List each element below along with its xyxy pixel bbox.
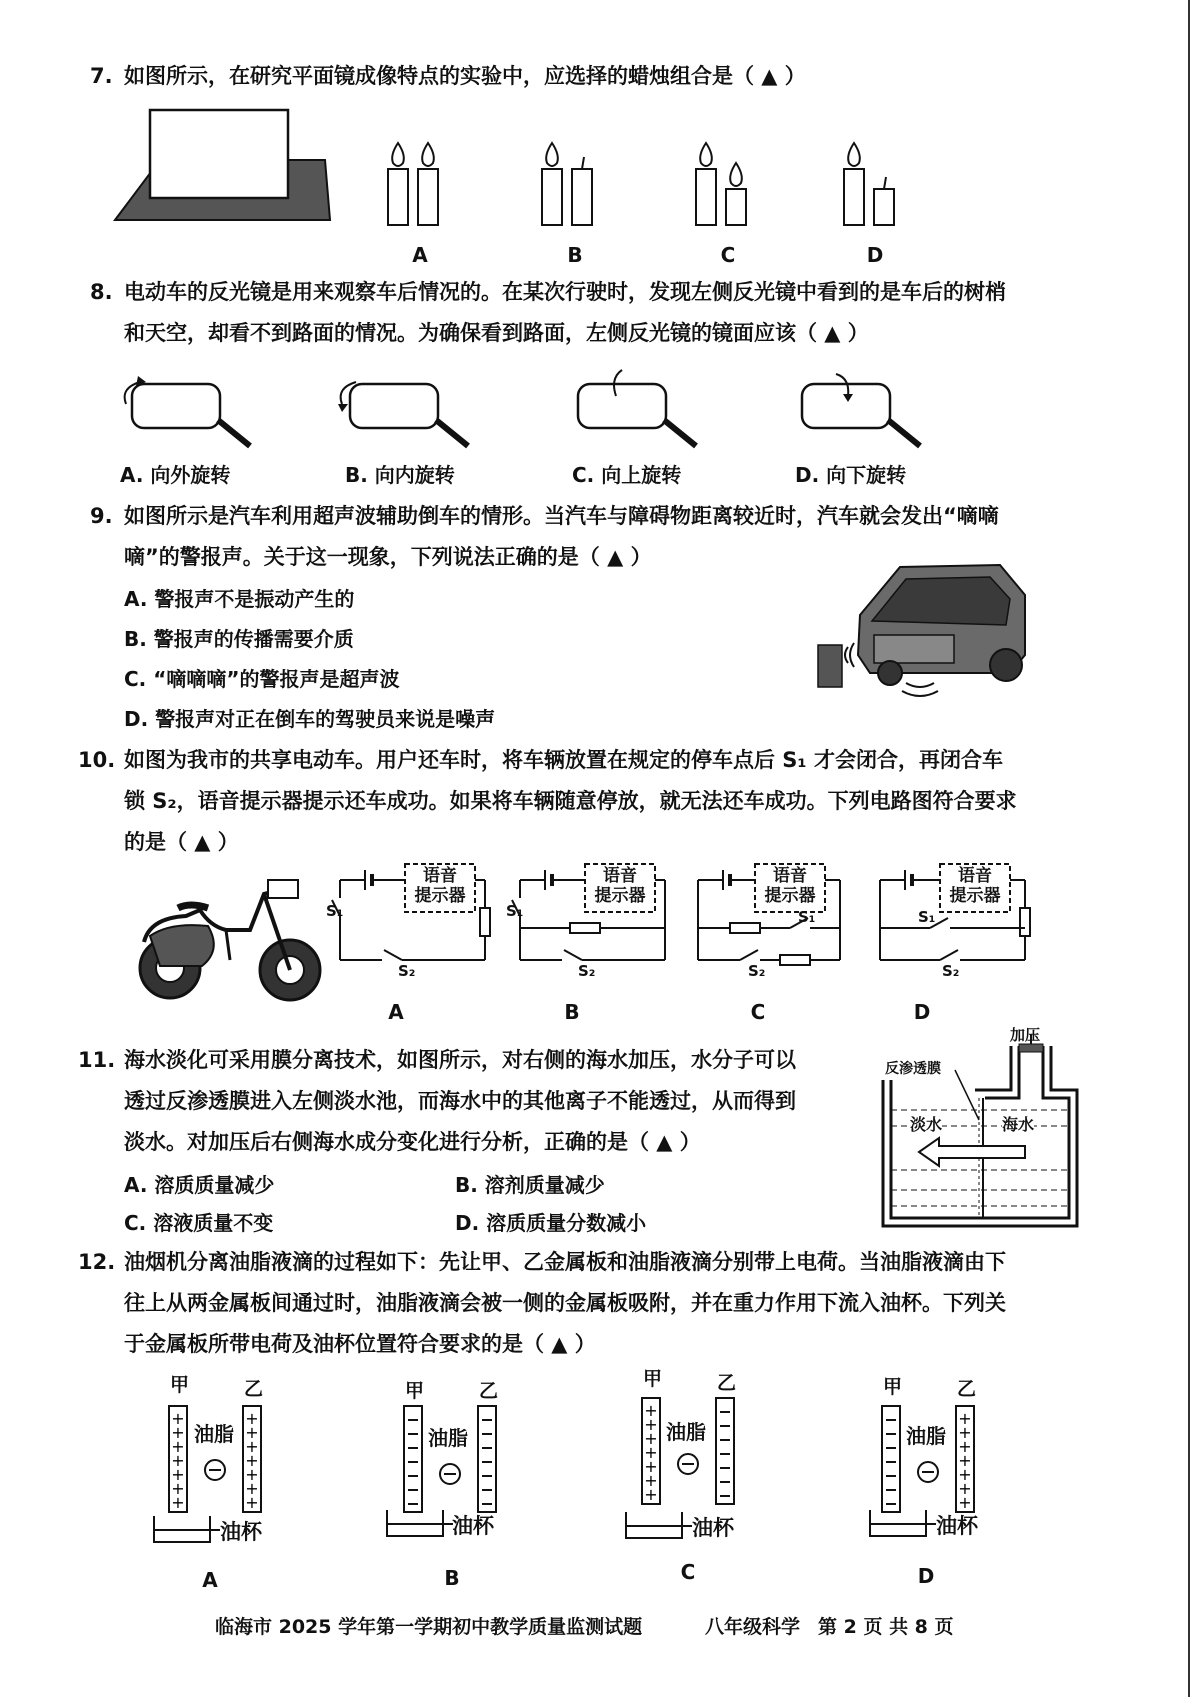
svg-text:+: +: [171, 1423, 185, 1442]
svg-text:+: +: [245, 1451, 259, 1470]
q8-line2: 和天空，却看不到路面的情况。为确保看到路面，左侧反光镜的镜面应该（ ▲ ）: [124, 321, 869, 345]
q12-line2: 往上从两金属板间通过时，油脂液滴会被一侧的金属板吸附，并在重力作用下流入油杯。下列关: [124, 1291, 1006, 1315]
q12-b-droplet-label: 油脂: [428, 1426, 468, 1450]
svg-text:+: +: [644, 1443, 658, 1462]
svg-text:+: +: [958, 1423, 972, 1442]
q11-fresh-water-label: 淡水: [910, 1112, 942, 1135]
q10-device-a-label: 语音 提示器: [414, 866, 466, 906]
q12-figure-c: [638, 1372, 748, 1527]
svg-text:+: +: [245, 1465, 259, 1484]
q7-option-d[interactable]: D: [866, 243, 884, 267]
q10-ebike-figure: [130, 870, 330, 1005]
q7-option-b[interactable]: B: [567, 243, 583, 267]
q9-car-figure: [810, 555, 1030, 705]
q7-candles-b: [542, 143, 592, 225]
q12-line1: 油烟机分离油脂液滴的过程如下：先让甲、乙金属板和油脂液滴分别带上电荷。当油脂液滴由下: [124, 1250, 1006, 1274]
q7-candles-a: [388, 143, 438, 225]
q11-option-a[interactable]: A. 溶质质量减少: [124, 1173, 275, 1197]
page-edge-line: [1188, 0, 1190, 1697]
q11-sea-water-label: 海水: [1002, 1112, 1034, 1135]
footer-exam-title: 临海市 2025 学年第一学期初中教学质量监测试题: [215, 1616, 643, 1638]
q9-line2: 嘀”的警报声。关于这一现象，下列说法正确的是（ ▲ ）: [124, 545, 652, 569]
q9-line1: 如图所示是汽车利用超声波辅助倒车的情形。当汽车与障碍物距离较近时，汽车就会发出“嘀嘀: [124, 504, 999, 528]
svg-text:+: +: [245, 1437, 259, 1456]
q10-s1-a: S₁: [326, 902, 344, 920]
q11-option-c[interactable]: C. 溶液质量不变: [124, 1211, 274, 1235]
q12-d-oil-cup: [866, 1506, 936, 1542]
svg-text:+: +: [958, 1437, 972, 1456]
footer-subject: 八年级科学: [705, 1616, 801, 1638]
svg-text:+: +: [644, 1401, 658, 1420]
svg-text:+: +: [958, 1479, 972, 1498]
q12-c-droplet-label: 油脂: [666, 1420, 706, 1444]
svg-text:+: +: [245, 1423, 259, 1442]
svg-text:+: +: [644, 1471, 658, 1490]
q10-s2-b: S₂: [578, 962, 596, 980]
q10-s1-b: S₁: [506, 902, 524, 920]
q12-c-plate-left: 甲: [643, 1368, 663, 1390]
q12-a-plate-right: 乙: [244, 1378, 264, 1400]
q10-option-a[interactable]: A: [388, 1000, 404, 1024]
q12-d-plate-right: 乙: [957, 1378, 977, 1400]
q12-option-b[interactable]: B: [444, 1566, 460, 1590]
svg-text:+: +: [958, 1409, 972, 1428]
q7-figure: [110, 105, 910, 265]
q12-d-droplet-label: 油脂: [906, 1424, 946, 1448]
q12-a-cup-label: 油杯: [220, 1520, 262, 1544]
q9-obstacle: [818, 645, 842, 687]
q12-a-droplet-label: 油脂: [194, 1422, 234, 1446]
q12-a-oil-cup: [150, 1512, 220, 1548]
svg-text:+: +: [958, 1493, 972, 1512]
svg-text:+: +: [171, 1493, 185, 1512]
q12-line3: 于金属板所带电荷及油杯位置符合要求的是（ ▲ ）: [124, 1332, 596, 1356]
q8-mirror-a: [125, 376, 250, 446]
q10-option-b[interactable]: B: [564, 1000, 580, 1024]
svg-text:+: +: [958, 1465, 972, 1484]
q9-option-c[interactable]: C. “嘀嘀嘀”的警报声是超声波: [124, 667, 400, 691]
q10-line2: 锁 S₂，语音提示器提示还车成功。如果将车辆随意停放，就无法还车成功。下列电路图符合要求: [124, 789, 1017, 813]
q10-option-c[interactable]: C: [750, 1000, 766, 1024]
q10-s1-c: S₁: [798, 908, 816, 926]
svg-text:+: +: [958, 1451, 972, 1470]
q12-a-plate-left: 甲: [170, 1374, 190, 1396]
svg-text:+: +: [644, 1457, 658, 1476]
q12-option-a[interactable]: A: [202, 1568, 218, 1592]
q10-device-c-label: 语音 提示器: [764, 866, 816, 906]
q8-option-a[interactable]: A. 向外旋转: [120, 463, 231, 487]
svg-text:+: +: [171, 1451, 185, 1470]
q12-option-c[interactable]: C: [680, 1560, 696, 1584]
q7-candles-d: [844, 143, 894, 225]
q10-s2-c: S₂: [748, 962, 766, 980]
svg-text:+: +: [171, 1479, 185, 1498]
q8-number: 8.: [90, 280, 113, 304]
q12-option-d[interactable]: D: [917, 1564, 935, 1588]
q11-pressure-label: 加压: [1010, 1026, 1041, 1044]
footer-page-number: 第 2 页 共 8 页: [818, 1616, 954, 1638]
q11-line2: 透过反渗透膜进入左侧淡水池，而海水中的其他离子不能透过，从而得到: [124, 1089, 796, 1113]
q10-s1-d: S₁: [918, 908, 936, 926]
q11-line1: 海水淡化可采用膜分离技术，如图所示，对右侧的海水加压，水分子可以: [124, 1048, 796, 1072]
q10-s2-a: S₂: [398, 962, 416, 980]
q7-glass-plate: [150, 110, 288, 198]
svg-text:+: +: [644, 1485, 658, 1504]
svg-text:+: +: [644, 1429, 658, 1448]
svg-text:+: +: [245, 1409, 259, 1428]
q12-d-cup-label: 油杯: [936, 1514, 978, 1538]
q12-c-cup-label: 油杯: [692, 1516, 734, 1540]
q10-device-b-label: 语音 提示器: [594, 866, 646, 906]
q12-number: 12.: [78, 1250, 116, 1274]
q9-option-a[interactable]: A. 警报声不是振动产生的: [124, 587, 355, 611]
q10-line3: 的是（ ▲ ）: [124, 830, 239, 854]
q11-option-b[interactable]: B. 溶剂质量减少: [455, 1173, 605, 1197]
q8-option-d[interactable]: D. 向下旋转: [795, 463, 907, 487]
q8-option-b[interactable]: B. 向内旋转: [345, 463, 455, 487]
q12-b-cup-label: 油杯: [452, 1514, 494, 1538]
q10-device-d-label: 语音 提示器: [949, 866, 1001, 906]
q11-line3: 淡水。对加压后右侧海水成分变化进行分析，正确的是（ ▲ ）: [124, 1130, 701, 1154]
q12-d-plate-left: 甲: [883, 1376, 903, 1398]
q11-membrane-label: 反渗透膜: [885, 1061, 941, 1077]
svg-text:+: +: [245, 1479, 259, 1498]
q8-figure: [110, 368, 940, 458]
q7-number: 7.: [90, 64, 113, 88]
svg-text:+: +: [245, 1493, 259, 1512]
q9-option-d[interactable]: D. 警报声对正在倒车的驾驶员来说是噪声: [124, 707, 496, 731]
q7-option-c[interactable]: C: [720, 243, 736, 267]
q11-number: 11.: [78, 1048, 116, 1072]
svg-text:+: +: [171, 1465, 185, 1484]
q12-c-oil-cup: [622, 1508, 692, 1544]
q8-mirror-d: [802, 374, 920, 446]
q12-b-plate-right: 乙: [479, 1380, 499, 1402]
q10-number: 10.: [78, 748, 116, 772]
q7-option-a[interactable]: A: [412, 243, 428, 267]
q10-option-d[interactable]: D: [913, 1000, 931, 1024]
q8-option-c[interactable]: C. 向上旋转: [572, 463, 682, 487]
svg-text:+: +: [171, 1437, 185, 1456]
q12-c-plate-right: 乙: [717, 1372, 737, 1394]
q9-number: 9.: [90, 504, 113, 528]
q10-line1: 如图为我市的共享电动车。用户还车时，将车辆放置在规定的停车点后 S₁ 才会闭合，再闭合车: [124, 748, 1003, 772]
q8-line1: 电动车的反光镜是用来观察车后情况的。在某次行驶时，发现左侧反光镜中看到的是车后的树梢: [124, 280, 1006, 304]
q12-b-plate-left: 甲: [405, 1380, 425, 1402]
q9-option-b[interactable]: B. 警报声的传播需要介质: [124, 627, 354, 651]
svg-text:+: +: [171, 1409, 185, 1428]
q7-candles-c: [696, 143, 746, 225]
q10-s2-d: S₂: [942, 962, 960, 980]
q11-flow-arrow: [919, 1138, 1025, 1166]
q12-b-oil-cup: [383, 1506, 453, 1542]
q8-mirror-c: [578, 368, 696, 446]
q8-mirror-b: [338, 382, 468, 446]
q11-option-d[interactable]: D. 溶质质量分数减小: [455, 1211, 647, 1235]
svg-text:+: +: [644, 1415, 658, 1434]
q7-text: 如图所示，在研究平面镜成像特点的实验中，应选择的蜡烛组合是（ ▲ ）: [124, 64, 806, 88]
